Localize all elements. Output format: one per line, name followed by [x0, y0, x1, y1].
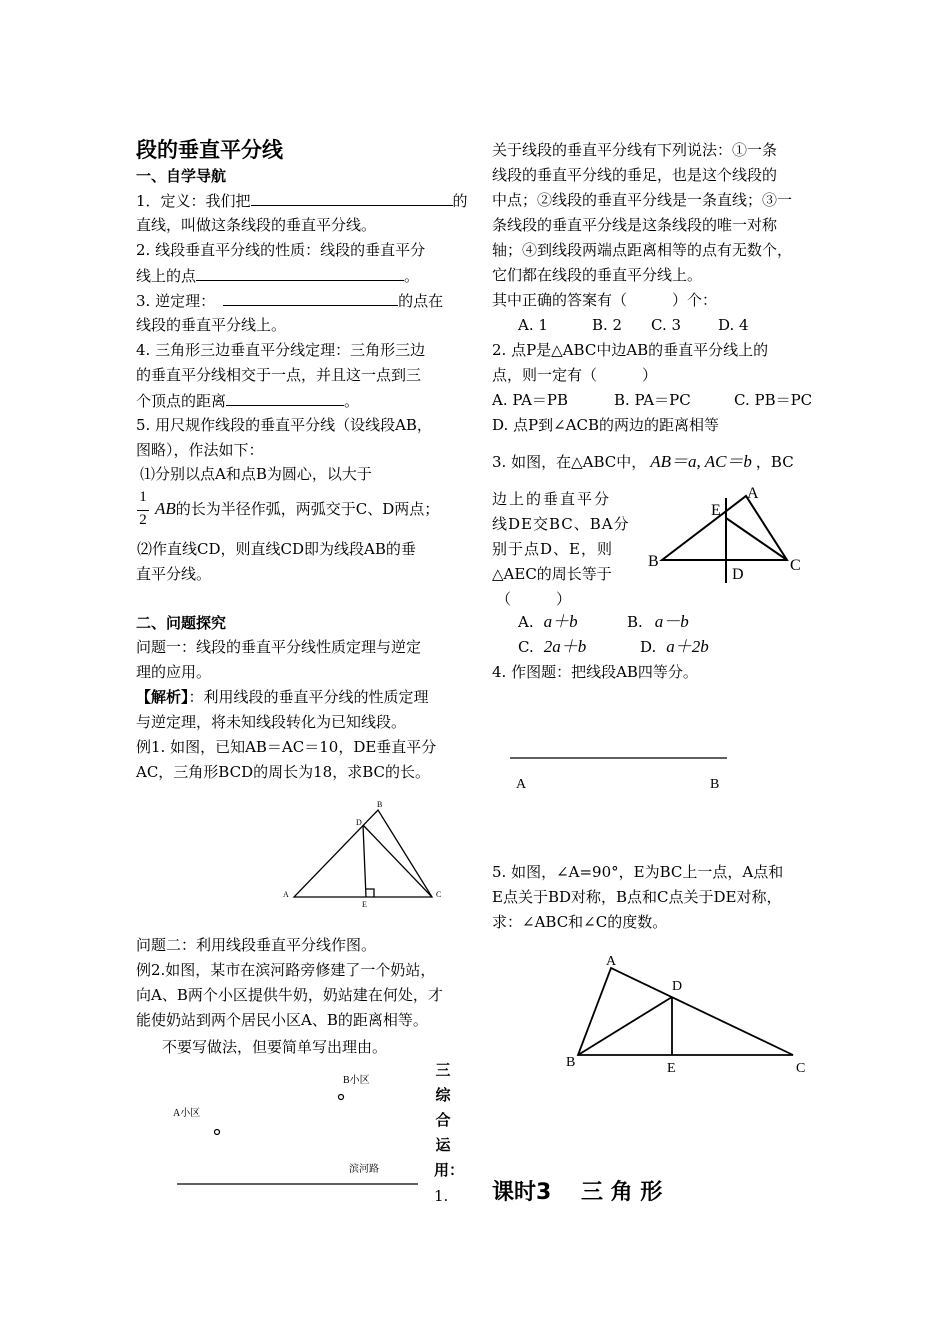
question-5-step1-cont: AB的长为半径作弧，两弧交于C、D两点；: [155, 499, 440, 518]
question-5-figure: [560, 948, 810, 1078]
analysis-line2: 与逆定理，将未知线段转化为已知线段。: [136, 713, 407, 731]
example-1-figure: [280, 795, 450, 910]
label-d: D: [356, 818, 362, 827]
analysis: 【解析】：利用线段的垂直平分线的性质定理: [136, 688, 429, 706]
r2-option-a[interactable]: A. PA＝PB: [492, 391, 569, 409]
fraction-denominator: 2: [139, 512, 147, 528]
section-heading-1: 一、自学导航: [136, 167, 227, 185]
r1-option-c[interactable]: C. 3: [651, 316, 682, 334]
fraction-numerator: 1: [139, 489, 147, 505]
example-2: 例2.如图，某市在滨河路旁修建了一个奶站，: [136, 961, 436, 979]
question-4-line3: 个顶点的距离 。: [136, 392, 360, 410]
r-question-3-line3: 线DE交BC、BA分: [492, 515, 630, 533]
r-question-2-line2: 点，则一定有（ ）: [492, 366, 658, 384]
triangle-abc: [662, 496, 787, 560]
label-c: C: [436, 890, 442, 899]
label-e: E: [667, 1061, 676, 1076]
question-4: 4. 三角形三边垂直平分线定理：三角形三边: [136, 341, 426, 359]
label-a: A: [606, 954, 617, 969]
question-1: 1．定义：我们把 的: [136, 192, 468, 210]
segment-bd: [578, 997, 672, 1055]
r-question-1-line6: 它们都在线段的垂直平分线上。: [492, 266, 703, 284]
r-question-3-line2: 边上的垂直平分: [492, 490, 612, 508]
r2-option-c[interactable]: C. PB＝PC: [734, 391, 813, 409]
label-c: C: [796, 1061, 806, 1076]
label-b-district: B小区: [343, 1075, 370, 1086]
vertical-number: 1.: [434, 1187, 449, 1205]
question-3-line2: 线段的垂直平分线上。: [136, 316, 287, 334]
fraction-bar: [137, 510, 149, 511]
question-3-figure: [642, 480, 812, 585]
label-d: D: [672, 979, 683, 994]
r-question-5: 5. 如图，∠A=90°，E为BC上一点，A点和: [492, 863, 784, 881]
answer-blank[interactable]: [196, 265, 404, 281]
r-question-5-line3: 求：∠ABC和∠C的度数。: [492, 913, 668, 931]
example-2-line2: 向A、B两个小区提供牛奶，奶站建在何处，才: [136, 986, 443, 1004]
question-5-step2-line2: 直平分线。: [136, 565, 212, 583]
label-a: A: [516, 777, 527, 792]
problem-1: 问题一：线段的垂直平分线性质定理与逆定: [136, 638, 422, 656]
label-b: B: [377, 800, 383, 809]
r3-option-d[interactable]: D. a＋2b: [640, 637, 709, 656]
r3-option-a[interactable]: A. a＋b: [518, 612, 578, 631]
r-question-2: 2. 点P是△ABC中边AB的垂直平分线上的: [492, 341, 769, 359]
r-question-3-line6: （ ）: [496, 590, 572, 608]
question-4-line2: 的垂直平分线相交于一点，并且这一点到三: [136, 366, 422, 384]
r-question-3-line5: △AEC的周长等于: [492, 565, 612, 583]
label-b: B: [566, 1055, 576, 1070]
triangle-abc: [578, 968, 793, 1055]
r3-option-c[interactable]: C. 2a＋b: [518, 637, 587, 656]
label-b: B: [710, 777, 720, 792]
r-question-1-line4: 条线段的垂直平分线是这条线段的唯一对称: [492, 216, 778, 234]
question-2: 2. 线段垂直平分线的性质：线段的垂直平分: [136, 241, 426, 259]
r-question-1: 关于线段的垂直平分线有下列说法：①一条: [492, 141, 778, 159]
r-question-3: 3. 如图，在△ABC中， AB＝a, AC＝b ，BC: [492, 452, 794, 471]
segment-dc: [363, 825, 432, 897]
answer-blank[interactable]: [251, 190, 453, 206]
problem-1-line2: 理的应用。: [136, 663, 212, 681]
label-b: B: [648, 553, 659, 570]
label-river-road: 滨河路: [349, 1164, 379, 1175]
question-5: 5. 用尺规作线段的垂直平分线（设线段AB，: [136, 416, 432, 434]
r-question-1-line2: 线段的垂直平分线的垂足，也是这个线段的: [492, 166, 778, 184]
r-question-1-line3: 中点；②线段的垂直平分线是一条直线；③一: [492, 191, 793, 209]
label-a: A: [283, 890, 289, 899]
r-question-3-line4: 别于点D、E，则: [492, 540, 613, 558]
question-1-line2: 直线，叫做这条线段的垂直平分线。: [136, 216, 377, 234]
page-title: 段的垂直平分线: [136, 138, 283, 162]
example-1: 例1. 如图，已知AB＝AC＝10，DE垂直平分: [136, 738, 437, 756]
r1-option-a[interactable]: A. 1: [518, 316, 548, 334]
label-a: A: [747, 485, 759, 502]
question-5-line2: 图略），作法如下：: [136, 441, 264, 459]
vertical-heading: 三 综 合 运 用：: [434, 1061, 465, 1179]
segment-ec: [726, 518, 787, 560]
section-heading-2: 二、问题探究: [136, 614, 227, 632]
r2-option-d[interactable]: D. 点P到∠ACB的两边的距离相等: [492, 416, 720, 434]
r-question-1-prompt: 其中正确的答案有（ ）个：: [492, 291, 718, 309]
question-5-step2: ⑵作直线CD，则直线CD即为线段AB的垂: [137, 540, 416, 558]
question-5-step1: ⑴分别以点A和点B为圆心，以大于: [140, 465, 372, 483]
point-a: [215, 1130, 220, 1135]
lesson-heading: 课时3 三 角 形: [492, 1180, 663, 1205]
r-question-5-line2: E点关于BD对称，B点和C点关于DE对称，: [492, 888, 782, 906]
r2-option-b[interactable]: B. PA＝PC: [614, 391, 691, 409]
r1-option-d[interactable]: D. 4: [718, 316, 749, 334]
map-figure: [165, 1068, 425, 1193]
label-a-district: A小区: [173, 1108, 201, 1119]
answer-blank[interactable]: [226, 390, 344, 406]
label-d: D: [732, 566, 744, 583]
question-2-line2: 线上的点 。: [136, 267, 420, 285]
segment-ab-figure: [505, 750, 735, 795]
point-b: [339, 1095, 344, 1100]
r-question-1-line5: 轴；④到线段两端点距离相等的点有无数个，: [492, 241, 793, 259]
label-c: C: [790, 557, 801, 574]
question-3: 3. 逆定理： 的点在: [136, 292, 444, 310]
example-2-line3: 能使奶站到两个居民小区A、B的距离相等。: [136, 1011, 428, 1029]
r-question-4: 4. 作图题：把线段AB四等分。: [492, 663, 698, 681]
triangle-abc: [294, 810, 432, 897]
problem-2: 问题二：利用线段垂直平分线作图。: [136, 936, 377, 954]
segment-de: [363, 825, 366, 897]
right-angle-mark: [366, 889, 374, 897]
answer-blank[interactable]: [223, 290, 398, 306]
example-2-line4: 不要写做法，但要简单写出理由。: [162, 1038, 388, 1056]
example-1-line2: AC，三角形BCD的周长为18，求BC的长。: [136, 763, 430, 781]
r1-option-b[interactable]: B. 2: [592, 316, 623, 334]
label-e: E: [711, 502, 721, 519]
r3-option-b[interactable]: B. a－b: [627, 612, 689, 631]
label-e: E: [362, 900, 367, 909]
